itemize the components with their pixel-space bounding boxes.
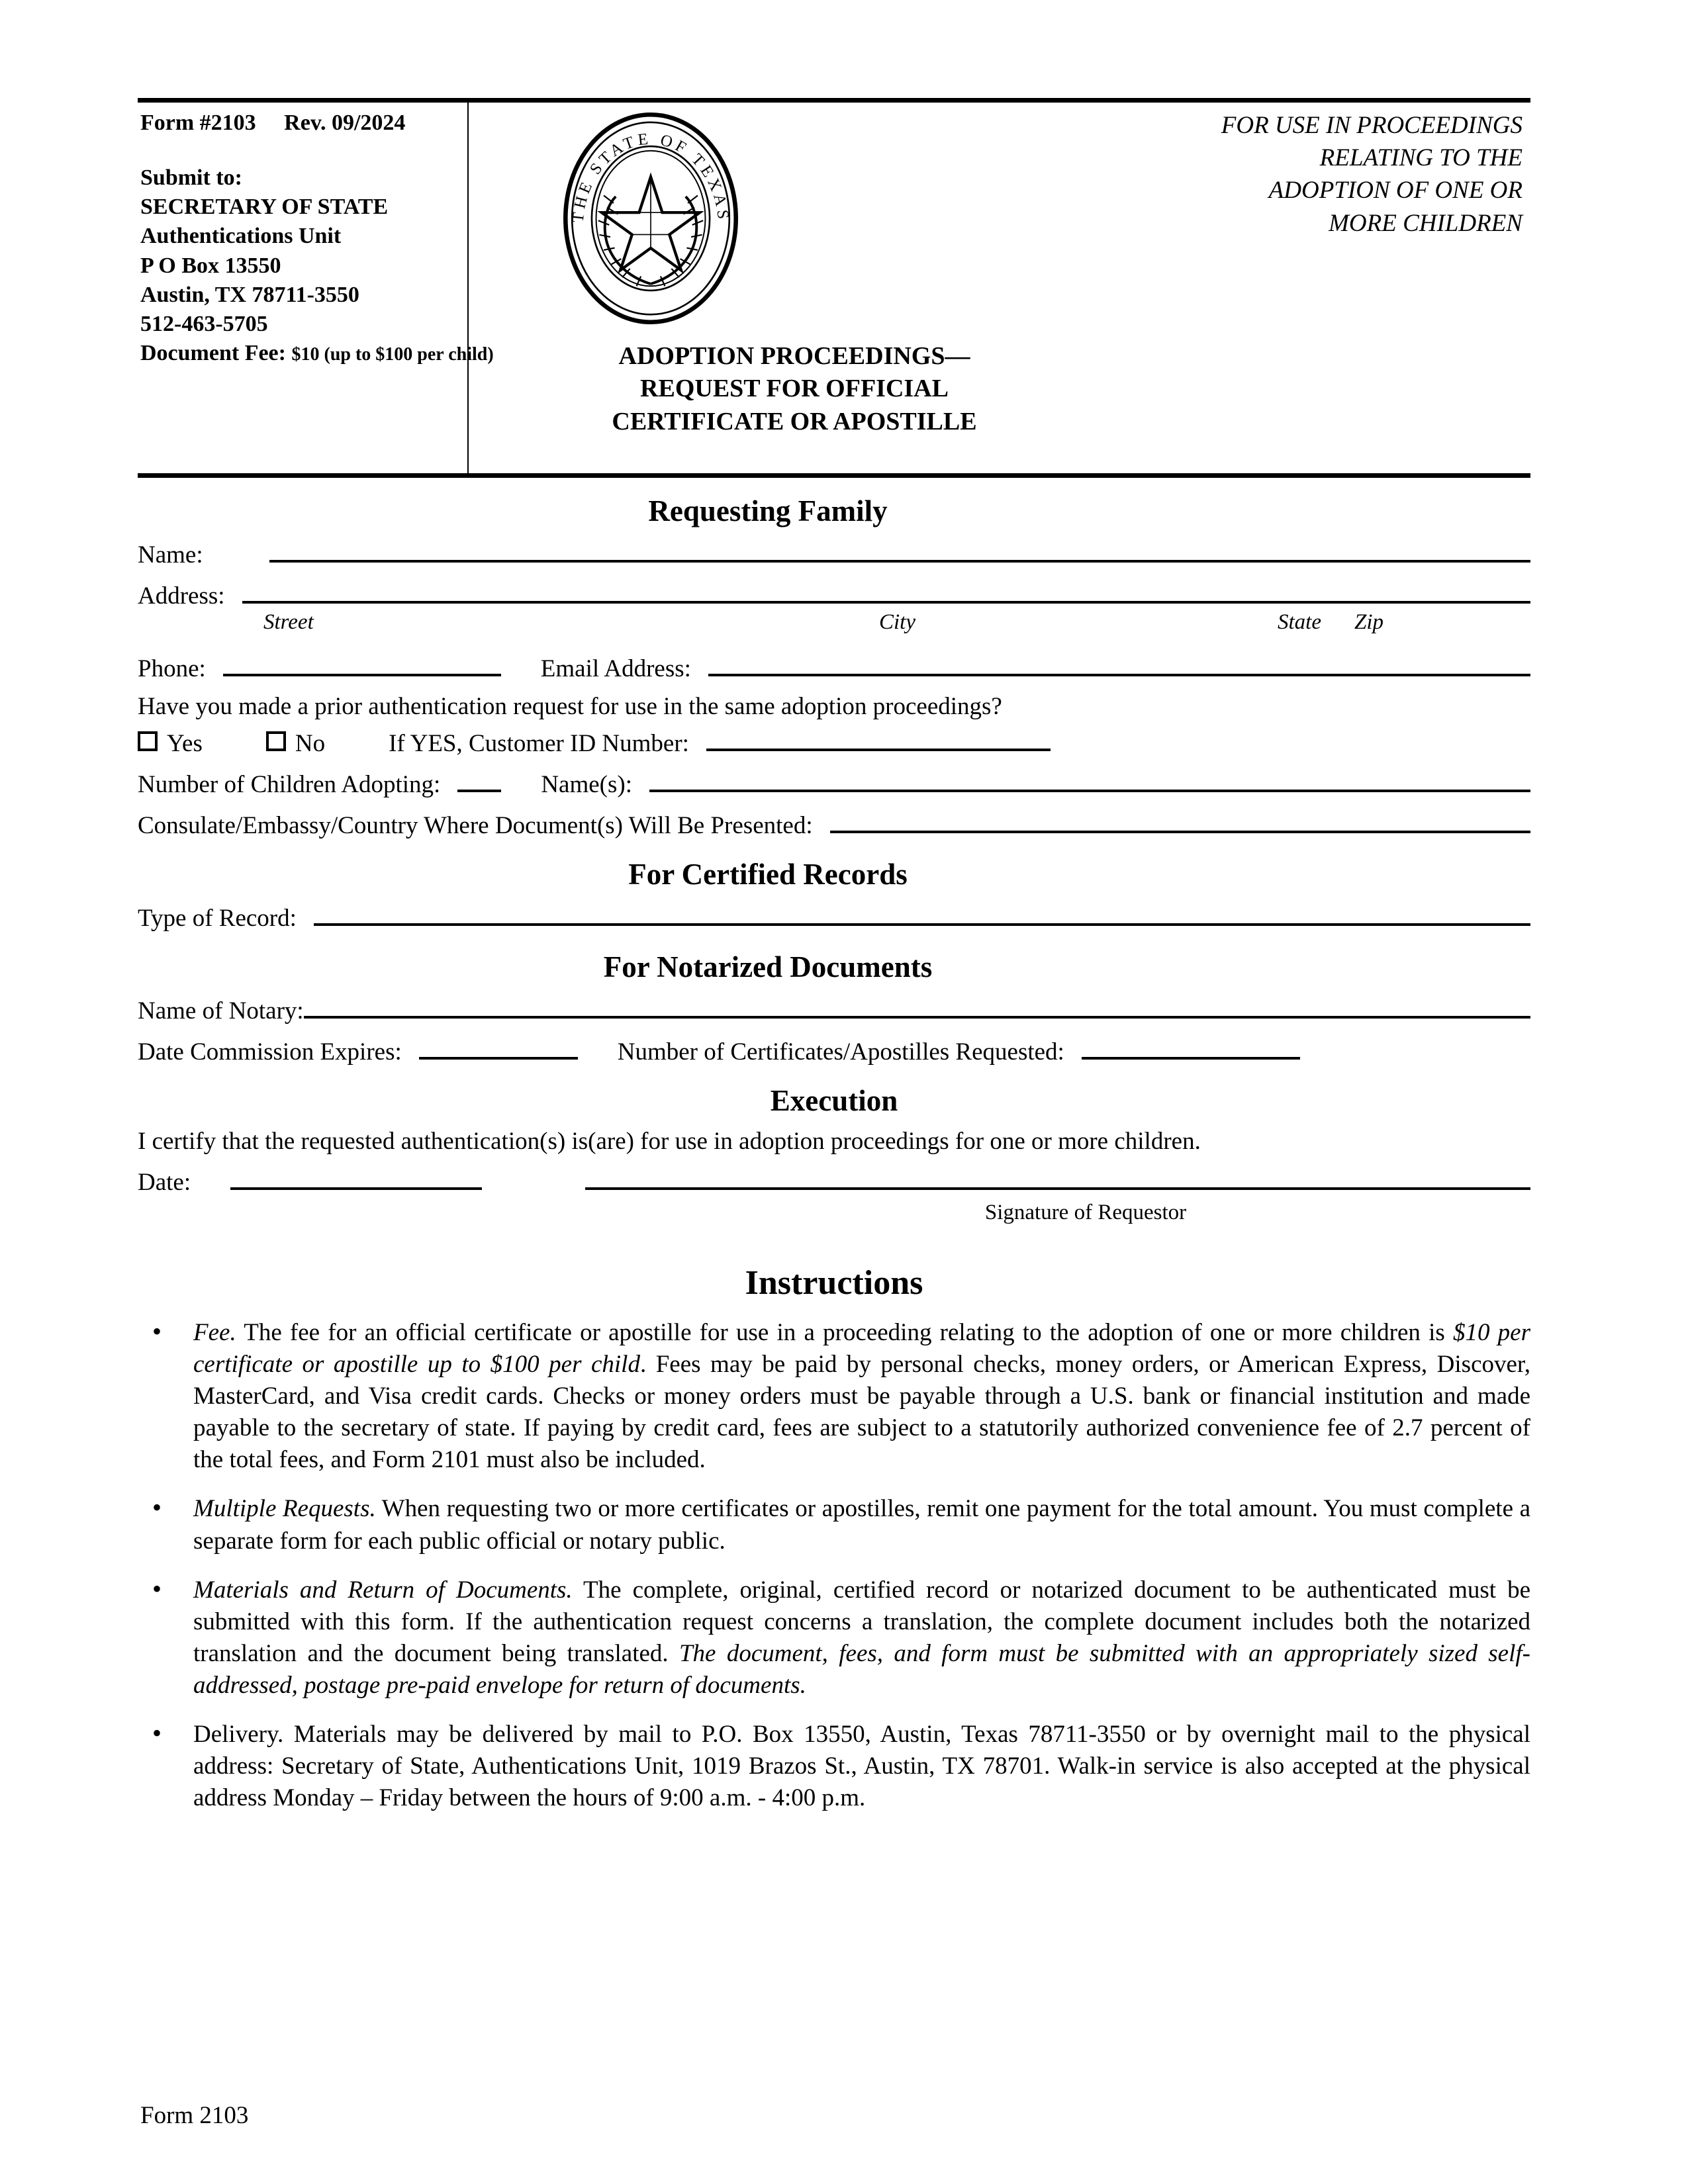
address-sublabels — [138, 610, 1530, 642]
field-row-children — [138, 767, 1530, 799]
no-label: No — [295, 730, 326, 757]
header-left-cell — [138, 103, 494, 473]
field-row-address — [138, 578, 1530, 610]
section-heading-instructions: Instructions — [745, 1264, 923, 1302]
signature-input[interactable] — [585, 1165, 1530, 1190]
submit-to-label: Submit to: — [140, 165, 242, 190]
proceedings-note-line-1: FOR USE IN PROCEEDINGS — [1221, 112, 1523, 139]
form-title — [469, 340, 1530, 438]
header-right-cell — [469, 103, 1530, 473]
field-row-type-of-record — [138, 901, 1530, 933]
instruction-item — [138, 1574, 1530, 1702]
instruction-text: Materials may be delivered by mail to P.O. Box 13550, Austin, Texas 78711-3550 or by overnight mail to the physical address: Secretary of State, Authentications Unit, 1019 Brazos St., Austin, TX 78701. Walk-in service is also accepted at the physical address Monday – Friday between the hours of 9:00 a.m. - 4:00 p.m. — [193, 1721, 1530, 1812]
form-body — [138, 491, 1530, 1831]
city-state-zip: Austin, TX 78711-3550 — [140, 282, 359, 307]
children-names-input[interactable] — [649, 767, 1530, 792]
instruction-emphasis: $10 per certificate or apostille up to $100 per child — [193, 1319, 1530, 1379]
prior-request-question — [138, 692, 1530, 721]
proceedings-note-line-3: ADOPTION OF ONE OR — [1268, 177, 1523, 205]
yes-label: Yes — [167, 730, 203, 757]
signature-caption: Signature of Requestor — [984, 1201, 1187, 1224]
address-input[interactable] — [242, 578, 1530, 604]
document-fee-value: $10 (up to $100 per child) — [291, 344, 494, 365]
certificates-requested-input[interactable] — [1082, 1034, 1300, 1060]
certificates-requested-label: Number of Certificates/Apostilles Requested: — [617, 1038, 1064, 1066]
instruction-text: The complete, original, certified record or notarized document to be authenticated must be submitted with this form. If the authentication request concerns a translation, the complete document includes both the notarized translation and the document being translated. — [193, 1576, 1531, 1667]
proceedings-note — [1221, 103, 1530, 240]
children-names-label: Name(s): — [541, 771, 632, 798]
address-sublabel-zip: Zip — [1354, 610, 1384, 634]
execution-date-input[interactable] — [230, 1165, 482, 1190]
instruction-lead: Materials and Return of Documents. — [193, 1576, 573, 1604]
address-sublabel-city: City — [879, 610, 915, 634]
proceedings-note-line-4: MORE CHILDREN — [1329, 209, 1523, 237]
unit-name: Authentications Unit — [140, 224, 342, 249]
notary-name-input[interactable] — [304, 993, 1530, 1019]
section-heading-execution: Execution — [770, 1084, 898, 1117]
proceedings-note-line-2: RELATING TO THE — [1319, 144, 1523, 172]
instruction-text: When requesting two or more certificates or apostilles, remit one payment for the total amount. You must complete a separate form for each public official or notary public. — [193, 1495, 1530, 1555]
certification-statement-row — [138, 1127, 1530, 1156]
instruction-item — [138, 1317, 1530, 1476]
certification-statement: I certify that the requested authentication(s) is(are) for use in adoption proceedings for one or more children. — [138, 1128, 1201, 1155]
address-sublabel-state: State — [1278, 610, 1321, 634]
section-heading-requesting-family: Requesting Family — [648, 494, 888, 527]
form-title-line-3: CERTIFICATE OR APOSTILLE — [612, 407, 977, 435]
instruction-text: The fee for an official certificate or apostille for use in a proceeding relating to the adoption of one or more children is — [236, 1319, 1453, 1346]
prior-request-answer-group — [138, 726, 1530, 758]
customer-id-label: If YES, Customer ID Number: — [389, 730, 689, 757]
email-label: Email Address: — [540, 655, 691, 682]
field-row-consulate — [138, 808, 1530, 840]
agency-phone: 512-463-5705 — [140, 311, 268, 336]
name-input[interactable] — [269, 537, 1530, 563]
field-row-name — [138, 537, 1530, 569]
footer-form-id: Form 2103 — [140, 2102, 249, 2129]
section-heading-certified-records: For Certified Records — [628, 858, 908, 891]
name-label: Name: — [138, 541, 203, 569]
texas-state-seal-icon — [469, 103, 760, 331]
header-table — [138, 98, 1530, 478]
notary-name-label: Name of Notary: — [138, 997, 304, 1024]
agency-name: SECRETARY OF STATE — [140, 195, 389, 220]
instruction-lead: Multiple Requests. — [193, 1495, 376, 1523]
address-label: Address: — [138, 582, 225, 610]
document-fee-label: Document Fee: — [140, 341, 292, 366]
execution-date-label: Date: — [138, 1169, 191, 1196]
instruction-text: . Fees may be paid by personal checks, money orders, or American Express, Discover, MasterCard, and Visa credit cards. Checks or money orders must be payable through a U.S. bank or financial institution and made payable to the secretary of state. If paying by credit card, fees are subject to a statutorily authorized convenience fee of 2.7 percent of the total fees, and Form 2101 must also be included. — [193, 1351, 1530, 1474]
field-row-notary-name — [138, 993, 1530, 1025]
instruction-lead: Fee. — [193, 1319, 236, 1346]
no-checkbox[interactable] — [266, 731, 286, 751]
customer-id-input[interactable] — [706, 726, 1051, 751]
commission-expires-input[interactable] — [419, 1034, 578, 1060]
section-heading-notarized-documents: For Notarized Documents — [603, 950, 933, 983]
type-of-record-label: Type of Record: — [138, 905, 297, 932]
document-fee — [140, 339, 494, 368]
field-row-signature — [138, 1165, 1530, 1197]
consulate-label: Consulate/Embassy/Country Where Document(s) Will Be Presented: — [138, 812, 813, 839]
field-row-phone-email — [138, 651, 1530, 683]
address-sublabel-street: Street — [263, 610, 314, 634]
commission-expires-label: Date Commission Expires: — [138, 1038, 402, 1066]
email-input[interactable] — [708, 651, 1530, 676]
type-of-record-input[interactable] — [314, 901, 1530, 926]
children-count-input[interactable] — [457, 767, 501, 792]
instruction-item — [138, 1493, 1530, 1557]
instructions-list — [138, 1317, 1530, 1814]
phone-label: Phone: — [138, 655, 206, 682]
phone-input[interactable] — [223, 651, 501, 676]
form-number-line: Form #2103 Rev. 09/2024 — [140, 111, 406, 135]
prior-request-question-text: Have you made a prior authentication request for use in the same adoption proceedings? — [138, 693, 1002, 720]
consulate-input[interactable] — [830, 808, 1530, 833]
field-row-commission — [138, 1034, 1530, 1066]
form-title-line-2: REQUEST FOR OFFICIAL — [640, 375, 949, 403]
instruction-emphasis: The document, fees, and form must be submitted with an appropriately sized self-addressed, postage pre-paid envelope for return of documents. — [193, 1639, 1530, 1699]
yes-checkbox[interactable] — [138, 731, 158, 751]
svg-text:THE STATE OF TEXAS: THE STATE OF TEXAS — [569, 130, 733, 224]
instruction-item — [138, 1719, 1530, 1814]
po-box: P O Box 13550 — [140, 253, 281, 278]
submit-to-block — [140, 163, 494, 368]
children-count-label: Number of Children Adopting: — [138, 771, 441, 798]
instruction-lead: Delivery. — [193, 1721, 284, 1749]
form-title-line-1: ADOPTION PROCEEDINGS— — [618, 342, 970, 370]
